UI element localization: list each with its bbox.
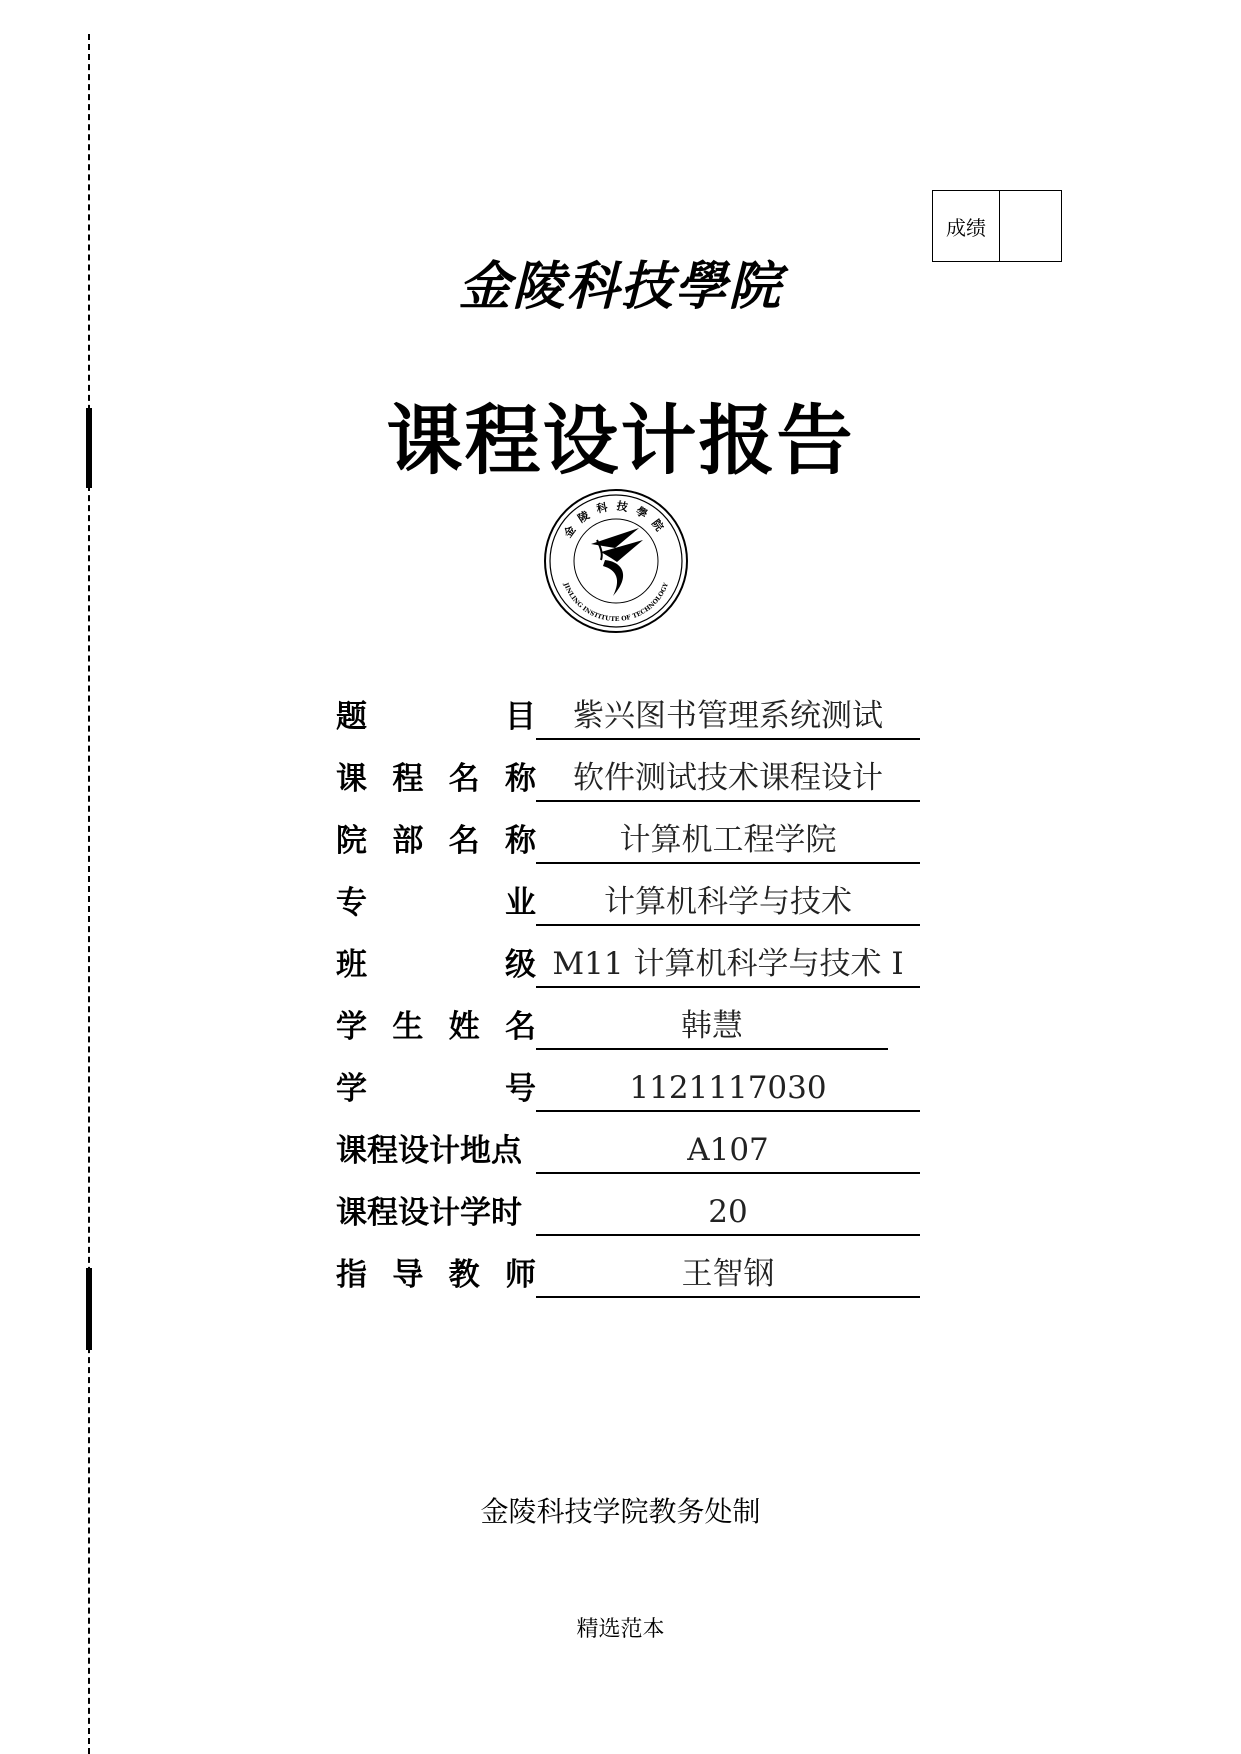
field-label [336, 1004, 536, 1050]
field-label-char: 专 [336, 885, 367, 921]
form-row [336, 1128, 769, 1174]
field-label-char: 姓 [448, 1009, 480, 1045]
field-label-char: 名 [504, 1009, 536, 1045]
field-value: 计算机科学与技术 [536, 880, 920, 926]
field-label-char: 教 [448, 1257, 480, 1293]
binding-mark-bottom [86, 1268, 92, 1350]
field-label-char: 生 [392, 1009, 424, 1045]
field-label-char: 课程设计学时 [336, 1195, 522, 1231]
field-value: 20 [536, 1190, 920, 1236]
form-row [336, 942, 904, 988]
report-title: 课程设计报告 [386, 396, 855, 485]
form-row [336, 1252, 775, 1298]
field-label-char: 业 [505, 885, 536, 921]
field-label [336, 942, 536, 988]
field-label [336, 1190, 536, 1236]
svg-text:JINLING INSTITUTE OF TECHNOLOG: JINLING INSTITUTE OF TECHNOLOGY [562, 581, 670, 624]
field-label [336, 1066, 536, 1112]
field-label [336, 756, 536, 802]
field-label-char: 课 [336, 761, 367, 797]
svg-text:金陵科技學院: 金陵科技學院 [561, 499, 671, 541]
field-label-char: 称 [504, 823, 536, 859]
form-row [336, 1066, 827, 1112]
field-label-char: 称 [504, 761, 536, 797]
field-label-char: 名 [448, 761, 480, 797]
field-value: A107 [536, 1128, 920, 1174]
field-label-char: 级 [505, 947, 536, 983]
field-label-char: 课程设计地点 [336, 1133, 522, 1169]
score-label: 成绩 [933, 191, 1000, 261]
issuer-text: 金陵科技学院教务处制 [480, 1495, 761, 1528]
field-label [336, 818, 536, 864]
field-label [336, 1252, 536, 1298]
field-label-char: 师 [504, 1257, 536, 1293]
field-value: 软件测试技术课程设计 [536, 756, 920, 802]
field-value: M11 计算机科学与技术 I [536, 942, 920, 988]
form-row [336, 1190, 748, 1236]
field-value: 紫兴图书管理系统测试 [536, 694, 920, 740]
field-label-char: 题 [336, 699, 367, 735]
form-row [336, 880, 852, 926]
field-label-char: 部 [392, 823, 424, 859]
field-label-char: 导 [392, 1257, 424, 1293]
footer-note: 精选范本 [576, 1617, 665, 1642]
field-label-char: 程 [392, 761, 424, 797]
school-name-calligraphy: 金陵科技學院 [458, 256, 783, 317]
field-label [336, 1128, 536, 1174]
field-label [336, 880, 536, 926]
field-value: 韩慧 [536, 1004, 888, 1050]
field-value: 王智钢 [536, 1252, 920, 1298]
school-emblem [543, 488, 689, 634]
form-row [336, 818, 837, 864]
field-label-char: 学 [336, 1009, 367, 1045]
form-row [336, 694, 883, 740]
field-value: 1121117030 [536, 1066, 920, 1112]
form-row [336, 756, 883, 802]
field-label-char: 号 [505, 1071, 536, 1107]
field-label-char: 院 [336, 823, 367, 859]
field-label-char: 学 [336, 1071, 367, 1107]
field-value: 计算机工程学院 [536, 818, 920, 864]
form-row [336, 1004, 743, 1050]
field-label-char: 目 [505, 699, 536, 735]
field-label-char: 班 [336, 947, 367, 983]
field-label-char: 名 [448, 823, 480, 859]
field-label [336, 694, 536, 740]
field-label-char: 指 [336, 1257, 367, 1293]
